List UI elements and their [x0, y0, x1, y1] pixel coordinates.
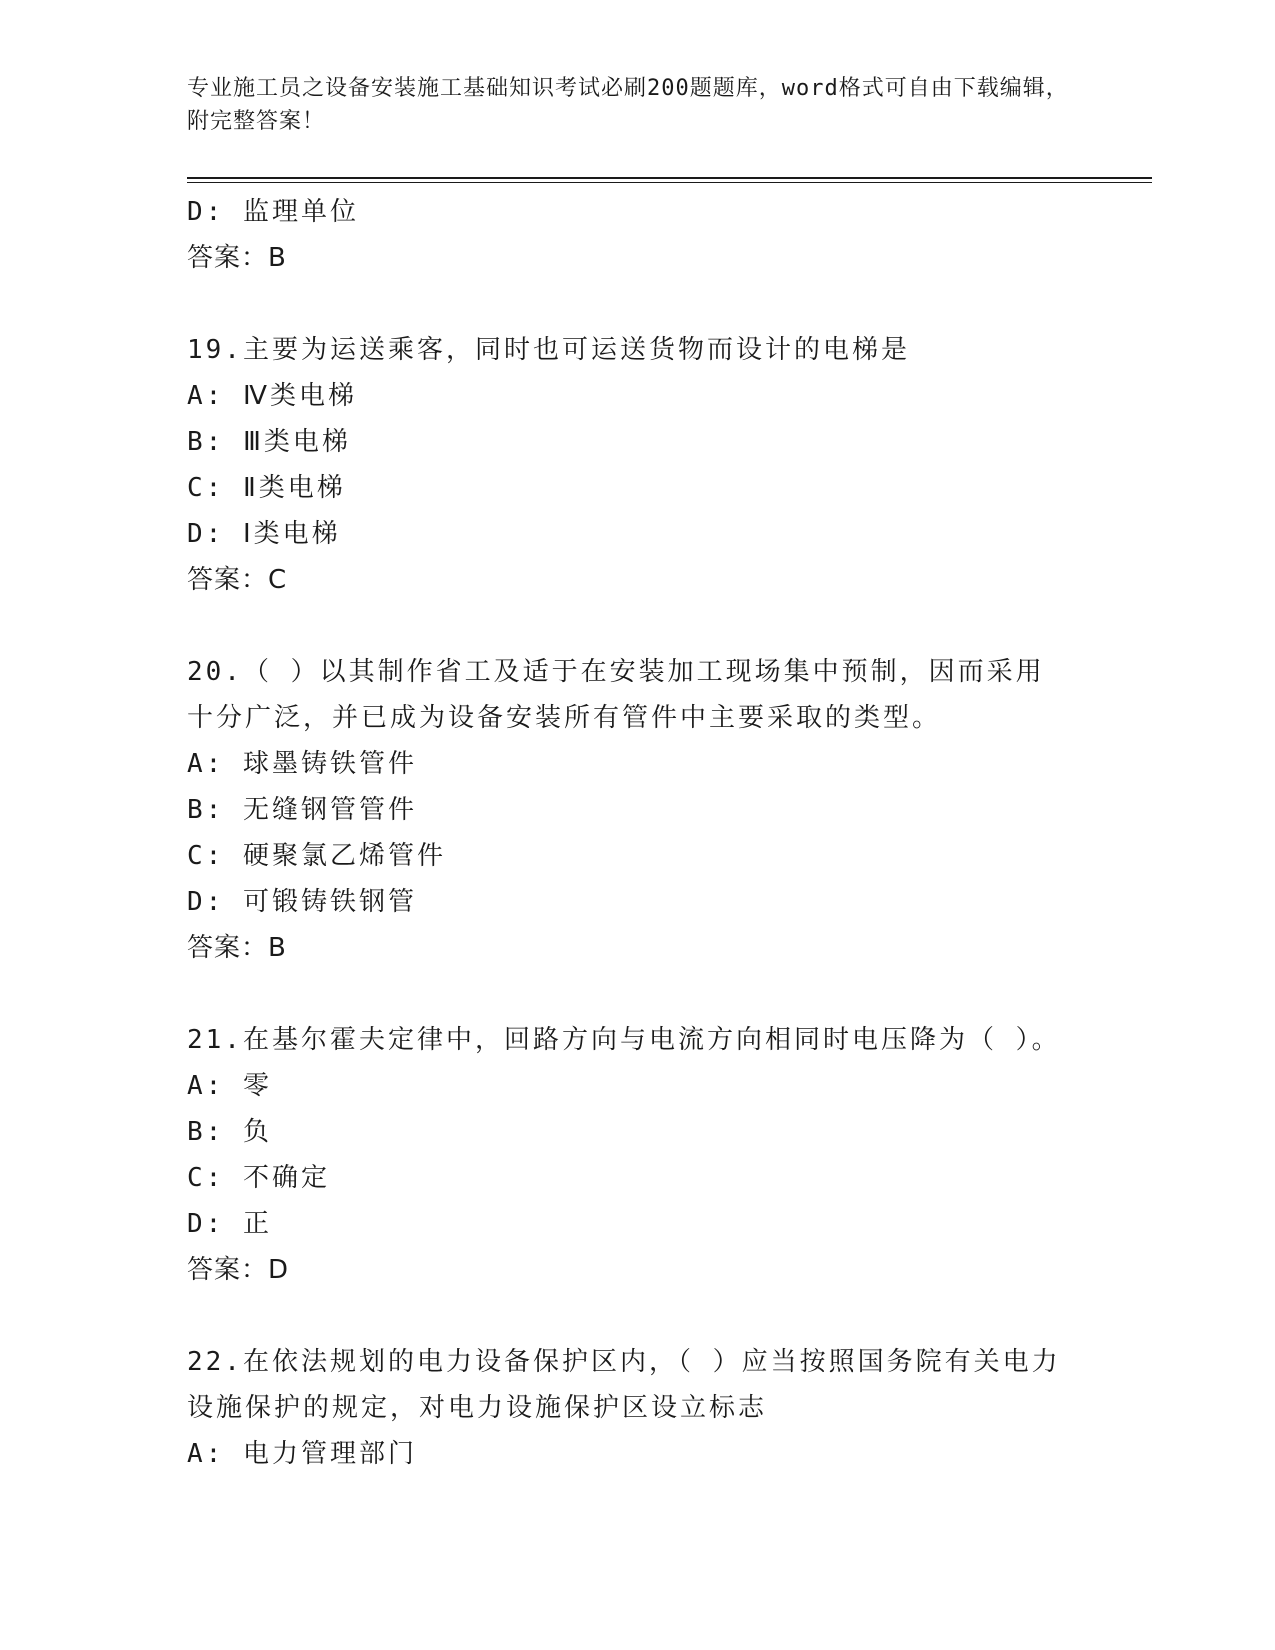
option-d: D: 监理单位	[187, 197, 359, 227]
question-22	[187, 1339, 1067, 1477]
option-d: D: 正	[187, 1209, 272, 1239]
option-d: D: 可锻铸铁钢管	[187, 887, 417, 917]
option-a: A: 球墨铸铁管件	[187, 749, 417, 779]
answer-line: 答案：B	[187, 243, 287, 273]
question-stem: 20.（ ）以其制作省工及适于在安装加工现场集中预制，因而采用十分广泛，并已成为设备安装所有管件中主要采取的类型。	[187, 657, 1045, 733]
answer-line: 答案：C	[187, 565, 288, 595]
spacer	[187, 603, 1067, 649]
question-20	[187, 649, 1067, 971]
answer-line: 答案：D	[187, 1255, 290, 1285]
answer-line: 答案：B	[187, 933, 287, 963]
option-c: C: Ⅱ类电梯	[187, 473, 346, 503]
header-divider-thick	[187, 177, 1152, 179]
question-stem: 22.在依法规划的电力设备保护区内，（ ）应当按照国务院有关电力设施保护的规定，对电力设施保护区设立标志	[187, 1347, 1061, 1423]
option-d: D: Ⅰ类电梯	[187, 519, 341, 549]
question-21	[187, 1017, 1067, 1293]
header-divider-thin	[187, 182, 1152, 183]
document-header	[187, 72, 1077, 138]
option-c: C: 不确定	[187, 1163, 330, 1193]
option-b: B: Ⅲ类电梯	[187, 427, 351, 457]
question-stem: 19.主要为运送乘客，同时也可运送货物而设计的电梯是	[187, 335, 910, 365]
option-a: A: Ⅳ类电梯	[187, 381, 357, 411]
spacer	[187, 281, 1067, 327]
spacer	[187, 971, 1067, 1017]
question-stem: 21.在基尔霍夫定律中，回路方向与电流方向相同时电压降为（ ）。	[187, 1025, 1061, 1055]
option-a: A: 零	[187, 1071, 272, 1101]
question-19	[187, 327, 1067, 603]
option-b: B: 无缝钢管管件	[187, 795, 417, 825]
spacer	[187, 1293, 1067, 1339]
option-a: A: 电力管理部门	[187, 1439, 417, 1469]
option-c: C: 硬聚氯乙烯管件	[187, 841, 446, 871]
option-b: B: 负	[187, 1117, 272, 1147]
document-body	[187, 189, 1067, 1477]
question-18-tail	[187, 189, 1067, 281]
header-title: 专业施工员之设备安装施工基础知识考试必刷200题题库，word格式可自由下载编辑，附完整答案！	[187, 76, 1069, 134]
